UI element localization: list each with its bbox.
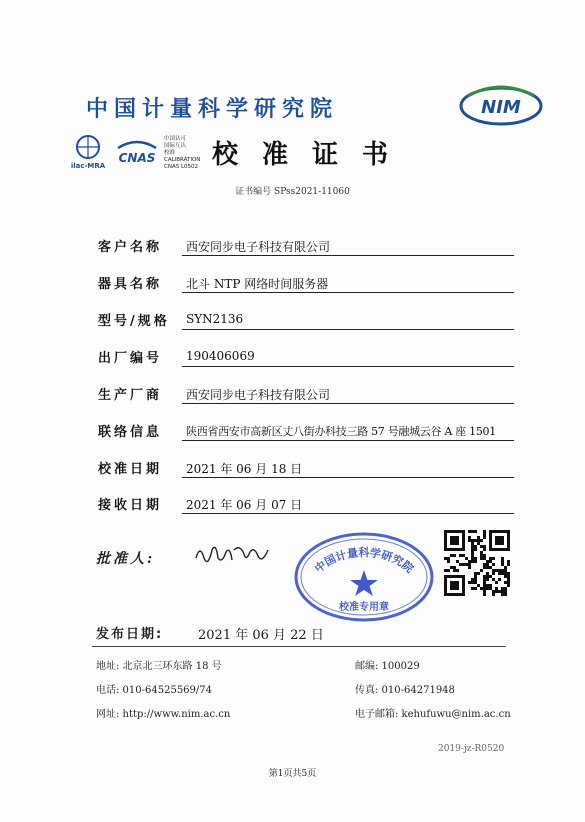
approver-label: 批准人:	[96, 551, 156, 567]
cnas-line-5: CNAS L0502	[164, 164, 199, 170]
form-code: 2019-jz-R0520	[438, 744, 505, 754]
institute-name: 中国计量科学研究院	[86, 97, 339, 122]
field-value: SYN2136	[186, 312, 244, 326]
field-row-receipt-date	[98, 494, 518, 516]
field-row-serial	[98, 347, 518, 369]
field-row-customer	[98, 236, 518, 258]
underline	[182, 513, 514, 514]
seal-star-icon	[350, 570, 378, 596]
cnas-accreditation-text	[164, 136, 200, 171]
underline	[182, 366, 514, 367]
field-label: 生产厂商	[98, 388, 163, 403]
field-value: 190406069	[186, 349, 255, 363]
field-label: 出厂编号	[98, 351, 163, 366]
field-row-manufacturer	[98, 384, 518, 406]
fax: 传真: 010-64271948	[355, 685, 455, 696]
certificate-title: 校准证书	[212, 140, 413, 170]
field-value: 2021 年 06 月 18 日	[186, 462, 303, 476]
field-row-calibration-date	[98, 458, 518, 480]
cnas-logo-icon	[114, 138, 160, 170]
address: 地址: 北京北三环东路 18 号	[96, 661, 222, 672]
handwritten-signature	[192, 538, 272, 570]
field-label: 客户名称	[98, 240, 163, 255]
field-label: 接收日期	[98, 498, 163, 513]
certificate-number: 证书编号 SPss2021-11060	[235, 187, 350, 197]
issue-date-label: 发布日期:	[96, 627, 164, 642]
cnas-line-2: 国际互认	[164, 143, 187, 149]
underline	[182, 255, 514, 256]
underline	[182, 440, 514, 441]
nim-logo-text: NIM	[481, 97, 521, 118]
field-label: 联络信息	[98, 425, 163, 440]
email: 电子邮箱: kehufuwu@nim.ac.cn	[355, 709, 511, 720]
underline	[182, 292, 514, 293]
underline	[182, 403, 514, 404]
cnas-line-4: CALIBRATION	[164, 157, 201, 163]
seal-bottom-text: 校准专用章	[339, 602, 389, 613]
ilac-mra-logo-icon	[66, 134, 110, 172]
field-label: 器具名称	[98, 277, 163, 292]
field-value: 西安同步电子科技有限公司	[186, 240, 331, 254]
cnas-logo-text: CNAS	[118, 151, 156, 165]
page-footer: 第1页共5页	[268, 769, 317, 779]
ilac-text: ilac-MRA	[70, 162, 106, 170]
qr-code-icon	[444, 530, 510, 596]
seal-top-text: 中国计量科学研究院	[312, 546, 416, 576]
field-value: 2021 年 06 月 07 日	[186, 498, 303, 512]
field-value: 北斗 NTP 网络时间服务器	[186, 277, 329, 291]
nim-logo-icon	[458, 82, 544, 126]
phone: 电话: 010-64525569/74	[96, 685, 213, 696]
divider	[92, 646, 506, 647]
field-row-instrument	[98, 273, 518, 295]
underline	[182, 329, 514, 330]
website: 网址: http://www.nim.ac.cn	[96, 709, 231, 720]
field-row-model	[98, 310, 518, 332]
cnas-line-1: 中国认可	[164, 136, 187, 142]
underline	[182, 477, 514, 478]
field-row-contact	[98, 421, 518, 443]
field-label: 校准日期	[98, 462, 163, 477]
field-value: 陕西省西安市高新区丈八街办科技三路 57 号融城云谷 A 座 1501	[186, 425, 496, 438]
postcode: 邮编: 100029	[355, 661, 420, 672]
field-value: 西安同步电子科技有限公司	[186, 388, 331, 402]
issue-date-value: 2021 年 06 月 22 日	[198, 628, 324, 643]
cnas-line-3: 校准	[164, 150, 176, 156]
calibration-seal	[292, 530, 436, 624]
field-label: 型号/规格	[98, 314, 170, 329]
